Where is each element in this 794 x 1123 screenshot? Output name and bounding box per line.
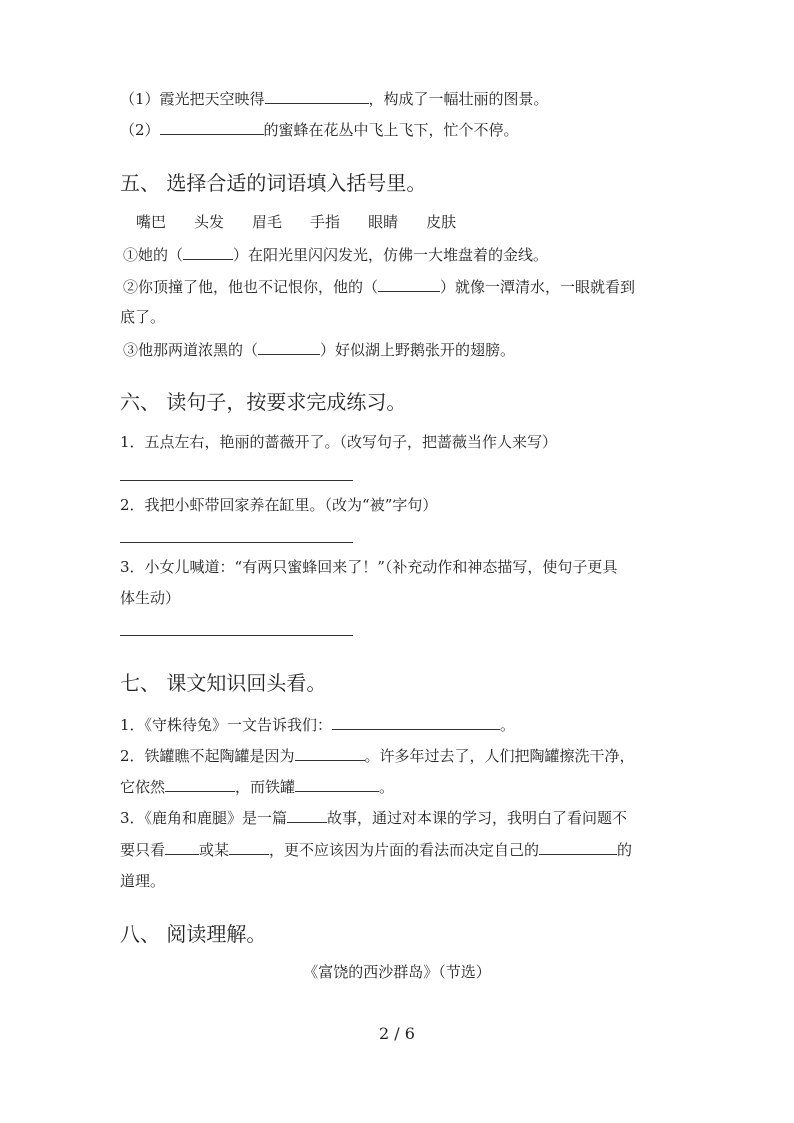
passage-title: 《富饶的西沙群岛》（节选） bbox=[303, 963, 491, 981]
question-text: ，构成了一幅壮丽的图景。 bbox=[368, 90, 549, 108]
answer-line[interactable] bbox=[120, 542, 353, 543]
section-7-title: 七、 课文知识回头看。 bbox=[120, 671, 327, 695]
question-text: 。 bbox=[379, 778, 395, 796]
word-bank-item: 眼睛 bbox=[368, 213, 399, 231]
rewrite-question-1: 1．五点左右，艳丽的蔷薇开了。（改写句子，把蔷薇当作人来写） bbox=[120, 433, 558, 451]
word-bank-item: 皮肤 bbox=[426, 213, 457, 231]
answer-blank[interactable] bbox=[539, 839, 617, 855]
fill-question-1 bbox=[120, 88, 549, 109]
word-question-2 bbox=[123, 276, 635, 297]
question-text: 它依然 bbox=[120, 778, 166, 796]
section-5-title: 五、 选择合适的词语填入括号里。 bbox=[120, 171, 427, 195]
question-text: ，更不应该因为片面的看法而决定自己的 bbox=[269, 841, 540, 859]
word-question-3 bbox=[123, 339, 515, 360]
question-text: ）在阳光里闪闪发光，仿佛一大堆盘着的金线。 bbox=[233, 246, 549, 264]
question-text: ）就像一潭清水，一眼就看到 bbox=[440, 278, 636, 296]
question-text: ③他那两道浓黑的（ bbox=[123, 341, 259, 359]
rewrite-question-2: 2．我把小虾带回家养在缸里。（改为“被”字句） bbox=[120, 496, 438, 514]
answer-blank[interactable] bbox=[332, 714, 500, 730]
question-text: 故事，通过对本课的学习，我明白了看问题不 bbox=[327, 809, 628, 827]
fill-question-2 bbox=[120, 119, 519, 140]
question-text: ②你顶撞了他，他也不记恨你，他的（ bbox=[123, 278, 379, 296]
question-text: 。许多年过去了，人们把陶罐擦洗干净， bbox=[364, 747, 635, 765]
page-number: 2 / 6 bbox=[379, 1024, 415, 1043]
question-text: （1）霞光把天空映得 bbox=[120, 90, 265, 108]
answer-blank[interactable] bbox=[265, 88, 369, 104]
answer-blank[interactable] bbox=[165, 776, 235, 792]
question-text: 3．《鹿角和鹿腿》是一篇 bbox=[120, 809, 288, 827]
answer-blank[interactable] bbox=[258, 339, 320, 355]
knowledge-question-2-cont bbox=[120, 776, 394, 797]
question-text: ）好似湖上野鹅张开的翅膀。 bbox=[320, 341, 516, 359]
knowledge-question-3-cont bbox=[120, 839, 632, 860]
answer-line[interactable] bbox=[120, 480, 353, 481]
question-text: （2） bbox=[120, 121, 160, 139]
answer-blank[interactable] bbox=[295, 776, 379, 792]
word-question-1 bbox=[123, 244, 548, 265]
question-text: ，而铁罐 bbox=[235, 778, 296, 796]
question-text: 。 bbox=[500, 716, 516, 734]
question-text: 的蜜蜂在花丛中飞上飞下，忙个不停。 bbox=[263, 121, 519, 139]
word-bank-item: 头发 bbox=[194, 213, 225, 231]
answer-line[interactable] bbox=[120, 635, 353, 636]
answer-blank[interactable] bbox=[295, 745, 365, 761]
answer-blank[interactable] bbox=[287, 807, 327, 823]
word-bank bbox=[136, 212, 484, 232]
answer-blank[interactable] bbox=[165, 839, 199, 855]
knowledge-question-1 bbox=[120, 714, 515, 735]
question-text: 1．《守株待兔》一文告诉我们： bbox=[120, 716, 333, 734]
answer-blank[interactable] bbox=[378, 276, 440, 292]
word-bank-item: 手指 bbox=[310, 213, 341, 231]
answer-blank[interactable] bbox=[160, 119, 264, 135]
rewrite-question-3-cont: 体生动） bbox=[120, 589, 181, 607]
section-8-title: 八、 阅读理解。 bbox=[120, 922, 267, 946]
word-bank-item: 眉毛 bbox=[252, 213, 283, 231]
question-text: 2．铁罐瞧不起陶罐是因为 bbox=[120, 747, 295, 765]
answer-blank[interactable] bbox=[183, 244, 233, 260]
knowledge-question-3-end: 道理。 bbox=[120, 872, 166, 890]
knowledge-question-2 bbox=[120, 745, 635, 766]
section-6-title: 六、 读句子，按要求完成练习。 bbox=[120, 390, 407, 414]
answer-blank[interactable] bbox=[229, 839, 269, 855]
word-question-2-cont: 底了。 bbox=[120, 308, 166, 326]
rewrite-question-3: 3．小女儿喊道：“有两只蜜蜂回来了！”（补充动作和神态描写，使句子更具 bbox=[120, 558, 618, 576]
word-bank-item: 嘴巴 bbox=[136, 213, 167, 231]
question-text: 的 bbox=[617, 841, 633, 859]
question-text: 要只看 bbox=[120, 841, 166, 859]
knowledge-question-3 bbox=[120, 807, 627, 828]
question-text: ①她的（ bbox=[123, 246, 184, 264]
question-text: 或某 bbox=[199, 841, 230, 859]
